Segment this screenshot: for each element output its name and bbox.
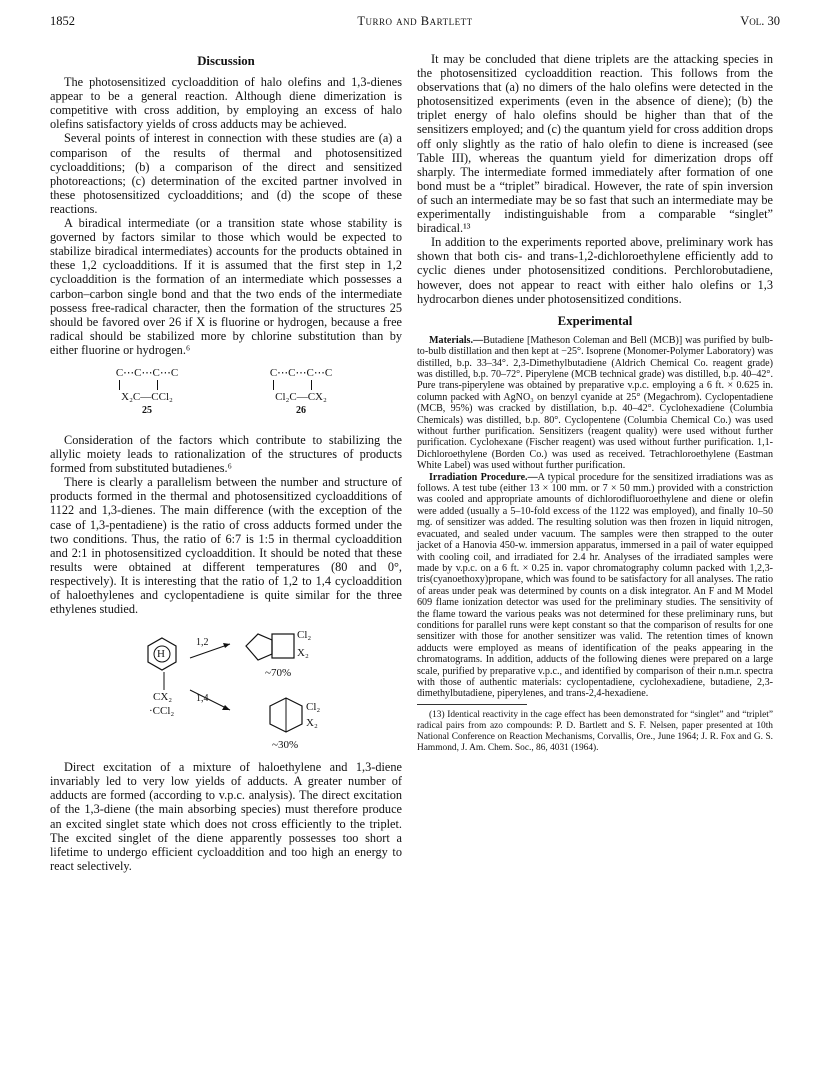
top-x2-label: X₂ [297,647,309,660]
materials-paragraph [417,335,773,472]
paragraph: In addition to the experiments reported above, preliminary work has shown that both cis- and trans-1,2-dichloroethylene efficiently add to cyclic dienes under photosensitized conditions. Perchlorobutadiene, however, does not appear to react with either halo olefins or 1,3 hydrocarbon dienes under photosensitized conditions. [417,235,773,306]
right-column [417,52,773,754]
running-header [50,14,780,32]
irradiation-paragraph [417,472,773,700]
experimental-heading: Experimental [557,313,633,328]
page-number: 1852 [50,14,75,28]
materials-text: Butadiene [Matheson Coleman and Bell (MCB)] was purified by bulb-to-bulb distillation and then kept at −25°. Isoprene (Monomer-Polymer Laboratory) was distilled, b.p. 33–34°. 2,3-Dimethylbutadiene (Aldrich Chemical Co. reagent grade) was distilled, b.p. 70–72°. Piperylene (MCB technical grade) was distilled, b.p. 40–42°. Pure trans-piperylene was obtained by preparative v.p.c. employing a 6 ft. × 0.625 in. column packed with AgNO₃ on benzyl cyanide at 25° (Megachrom). Cyclopentadiene (MCB, 95%) was cracked by distillation, b.p. 40–42°. Cyclohexadiene (Columbia Chemicals) was distilled, b.p. 80°. Cyclopentene (Columbia Chemical Co.) was used without further purification. Sensitizers (reagent quality) were used without further purification. Cyclohexane (Fischer reagent) was used without further purification. 1,1-Dichloroethylene (Borden Co.) was used as received. Tetrachloroethylene (Eastman White Label) was used without further purification. [417,334,773,472]
footnote-rule [417,704,527,705]
bottom-cl2-label: Cl₂ [306,701,321,714]
bond-lines [92,380,202,390]
structure-number: 26 [296,405,306,417]
paragraph: There is clearly a parallelism between the number and structure of products formed in the thermal and photosensitized cycloadditions of 1122 and 1,3-dienes. The main difference (with the exception of the case of 1,3-pentadiene) is the ratio of cross adducts formed under the two conditions. Thus, the ratio of 6:7 is 1:5 in thermal cycloaddition and 2:1 in photosensitized cycloaddition. It should be noted that these results were obtained at different temperatures (80 and 0°, respectively). It is interesting that the ratio of 1,2 to 1,4 cycloaddition of haloethylenes and cyclopentadiene is quite similar for the three ethylenes studied. [50,475,402,617]
cycloaddition-scheme [50,624,402,754]
top-yield: ~70% [265,667,292,680]
bottom-x2-label: X₂ [306,717,318,730]
scheme-drawing [50,624,402,754]
irradiation-heading: Irradiation Procedure.— [429,471,538,483]
footnote-text: (13) Identical reactivity in the cage effect has been demonstrated for “singlet” and “triplet” radical pairs from azo compounds: P. D. Bartlett and S. F. Nelsen, paper presented at 10th National Conference on Reaction Mechanisms, Corvallis, Ore., June 1964; J. R. Fox and G. S. Hammond, J. Am. Chem. Soc., 86, 4031 (1964). [417,709,773,753]
paragraph: It may be concluded that diene triplets are the attacking species in the photosensitized cycloaddition reaction. This follows from the observations that (a) no dimers of the halo olefins were detected in the photosensitized experiments (even in the absence of diene); (b) the triplet energy of halo olefins should be higher than that of the sensitizers employed; and (c) the quantum yield for cross addition drops off only slightly as the ratio of halo olefin to diene is increased (see Table III), whereas the quantum yield for dimerization drops off sharply. The intermediate formed immediately after formation of one bond must be a “triplet” biradical. However, the rate of spin inversion of such an intermediate may be so fast that such an intermediate may be experimentally indistinguishable from a comparable “singlet” biradical.¹³ [417,52,773,236]
arrow-14-label: 1,4 [196,693,209,705]
bond-lines [246,380,356,390]
structure-base: X₂C—CCl₂ [121,391,173,404]
materials-heading: Materials.— [429,334,484,346]
cx2-label: CX₂ [153,691,173,704]
paragraph: A biradical intermediate (or a transition state whose stability is governed by factors similar to those which would be expected to stabilize biradical intermediates) accounts for the products obtained in these 1,2 cycloadditions. If it is assumed that the first step in 1,2 cycloaddition is the formation of an intermediate which possesses a carbon–carbon single bond and that the two ends of the intermediate possess free-radical character, then the formation of the structures 25 should be favored over 26 if X is fluorine or hydrogen, because a free radical should be stabilized more by chlorine substitution than by either fluorine or hydrogen.⁶ [50,216,402,357]
experimental-body [417,335,773,700]
top-cl2-label: Cl₂ [297,629,312,642]
h-label: H [157,648,165,661]
bottom-yield: ~30% [272,739,299,752]
structure-chain: C⋯C⋯C⋯C [115,366,179,379]
paragraph: Consideration of the factors which contribute to stabilizing the allylic moiety leads to rationalization of the structures of products formed from substituted butadienes.⁶ [50,432,402,476]
structure-chain: C⋯C⋯C⋯C [269,366,333,379]
paragraph: Direct excitation of a mixture of haloethylene and 1,3-diene invariably led to very low yields of adducts. A greater number of adducts are formed (according to v.p.c. analysis). The direct excitation of the 1,3-diene (the main absorbing species) must therefore produce an excited singlet state which does not cross efficiently to the triplet. The excited singlet of the diene apparently possesses too short a lifetime to undergo efficient cycloaddition and too high an energy to react selectively. [50,760,402,873]
left-column [50,52,402,873]
ccl2-label: ·CCl₂ [149,705,175,718]
paragraph: The photosensitized cycloaddition of halo olefins and 1,3-dienes appear to be a general reaction. Although diene dimerization is competitive with cross addition, by employing an excess of halo olefins satisfactory yields of cross adducts may be achieved. [50,75,402,132]
structure-26 [246,366,356,418]
structure-25 [92,366,202,418]
discussion-heading: Discussion [197,54,255,68]
irradiation-text: A typical procedure for the sensitized irradiations was as follows. A test tube (either 13 × 100 mm. or 7 × 50 mm.) provided with a constriction was cooled and appropriate amounts of dichlorodifluoroethylene and diene or olefin were added (usually a 5–10-fold excess of the 1122 was employed), and finally 10–50 mg. of sensitizer was added. The resulting solution was then frozen in liquid nitrogen, evacuated, and sealed under vacuum. The samples were then strapped to the outer jacket of a Hanovia 450-w. immersion apparatus, immersed in a pail of water equipped with cooling coil, and irradiated for 2.4 hr. Analyses of the irradiated samples were made by v.p.c. on a 6 ft. × 0.25 in. vapor chromatography column packed with 1,2,3-tris(cyanoethoxy)propane, which was found to be satisfactory for all analyses. The ratio of areas under peak was determined by counts on a disk integrator. An F and M Model 609 flame ionization detector was used for the preliminary studies. The sensitivity of the flame toward the various peaks was not determined for these preliminary runs, but conditions for parallel runs were kept constant so that the comparison of results for one sensitizer with those for another sensitizer was valid. The retention times of known adducts were employed as means of identification of the peaks appearing in the chromatograms. In addition, adducts of the following dienes were prepared on a large scale, purified by preparative v.p.c., and identified by comparison of their n.m.r. spectra with those of authentic materials: cyclopentadiene, cyclohexadiene, butadiene, 2,3-dimethylbutadiene, piperylenes, and trans-2,4-hexadiene. [417,471,773,700]
footnote-13 [417,710,773,754]
structure-base: Cl₂C—CX₂ [275,391,327,404]
paragraph: Several points of interest in connection with these studies are (a) a comparison of the results of thermal and photosensitized cycloadditions; (b) a comparison of the direct and sensitized photoreactions; (c) determination of the excited partner involved in these photosensitized cycloadditions; and (d) the scope of these reactions. [50,131,402,216]
structures-25-26 [50,366,402,424]
volume-label: Vol. 30 [740,14,780,28]
running-title: Turro and Bartlett [357,14,473,28]
structure-number: 25 [142,405,152,417]
arrow-12-label: 1,2 [196,637,209,649]
